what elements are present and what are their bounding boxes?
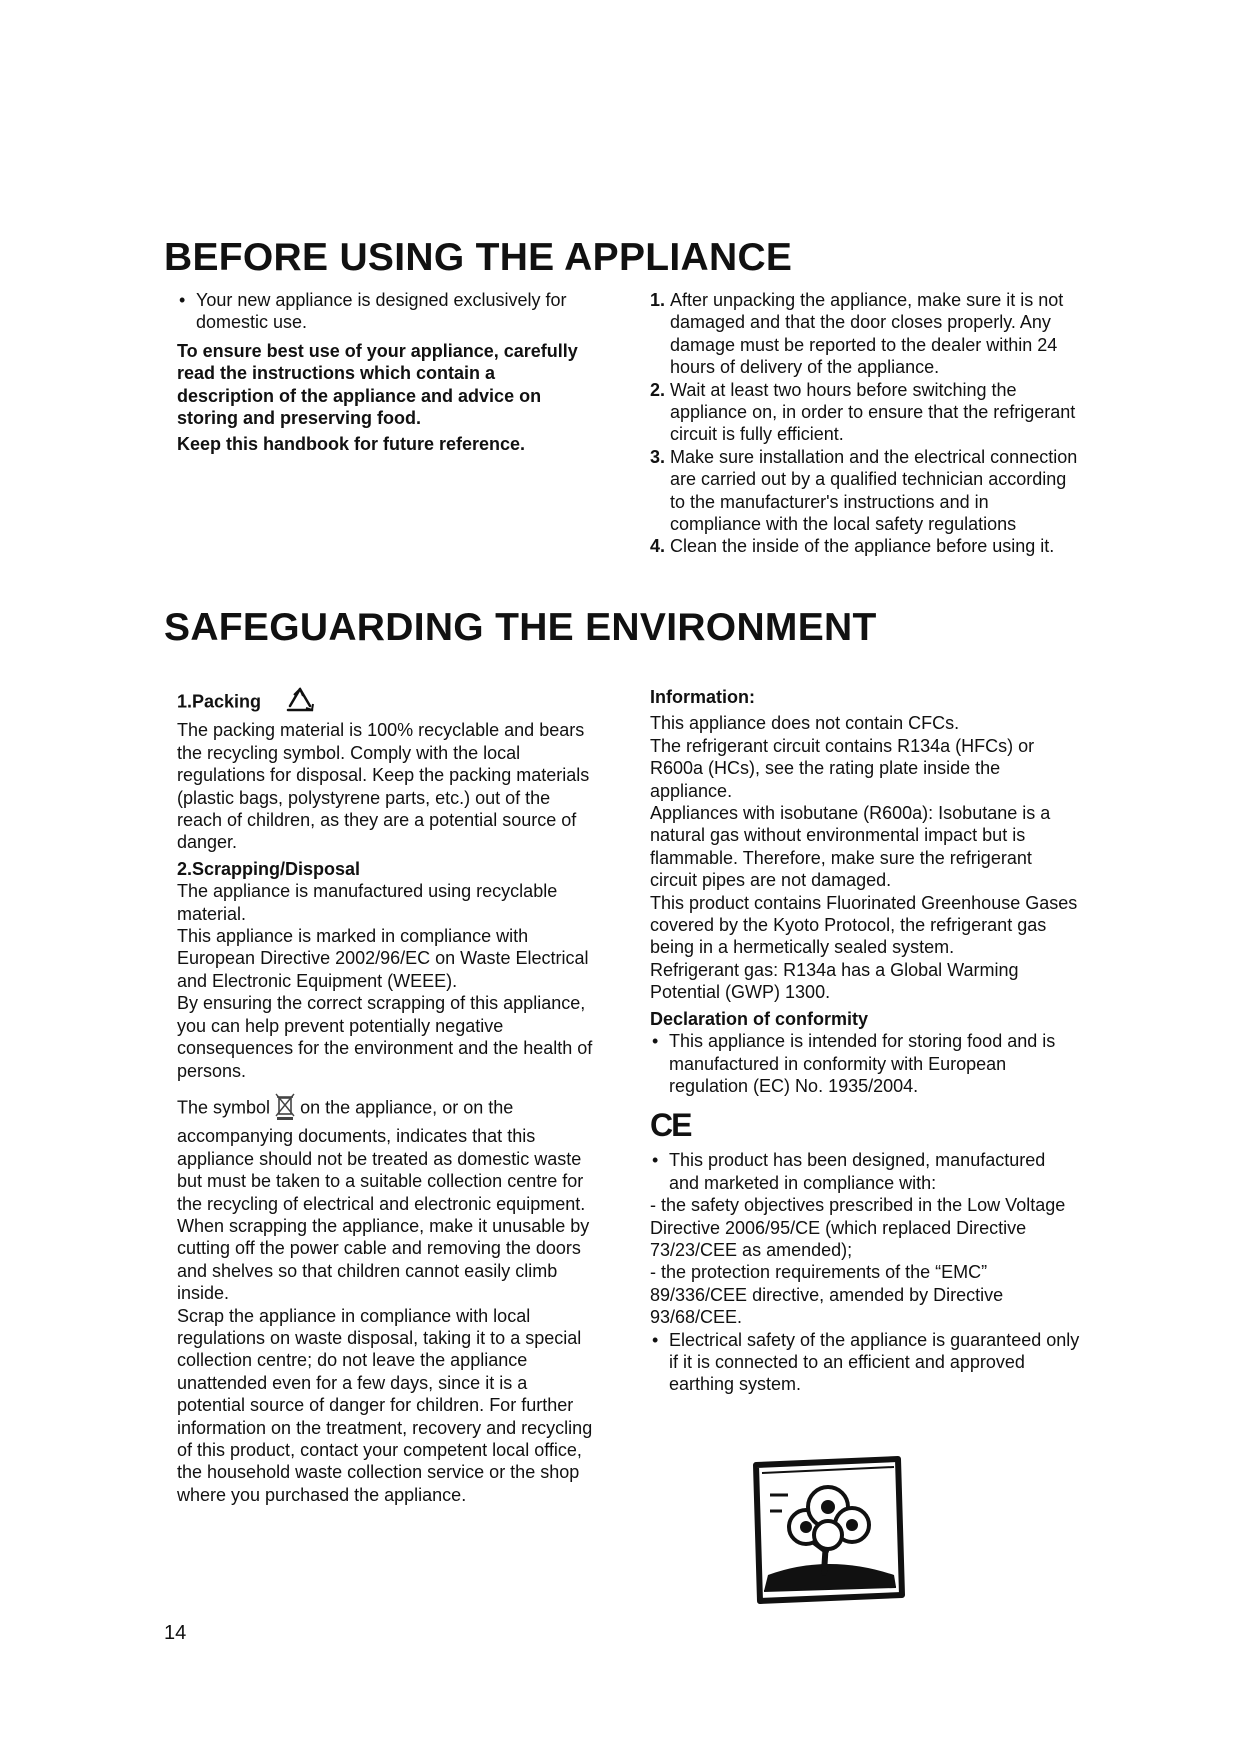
declaration-bullet-text: Electrical safety of the appliance is guaranteed only if it is connected to an efficient and approved earthing system. (669, 1329, 1080, 1395)
env-right-column (650, 686, 1080, 1396)
declaration-bullet-text: This appliance is intended for storing food and is manufactured in conformity with European regulation (EC) No. 1935/2004. (669, 1031, 1056, 1096)
crossed-bin-icon (275, 1092, 295, 1125)
step-item (650, 379, 1080, 446)
declaration-bullet: • Electrical safety of the appliance is guaranteed only if it is connected to an efficient and approved earthing system. (652, 1329, 1080, 1395)
step-item (650, 289, 1080, 379)
step-number: 3. (650, 446, 666, 467)
step-text: Wait at least two hours before switching the appliance on, in order to ensure that the refrigerant circuit is fully efficient. (670, 379, 1076, 445)
packing-heading: 1.Packing (177, 691, 262, 712)
declaration-heading: Declaration of conformity (650, 1008, 869, 1029)
domestic-use-bullet: • Your new appliance is designed exclusively for domestic use. (179, 290, 567, 333)
scrapping-paragraph: When scrapping the appliance, make it unusable by cutting off the power cable and removing the doors and shelves so that children cannot easily climb inside. (177, 1215, 590, 1304)
declaration-directive: - the safety objectives prescribed in the Low Voltage Directive 2006/95/CE (which replaced Directive 73/23/CEE as amended); (650, 1195, 1066, 1260)
weee-symbol-paragraph (177, 1092, 595, 1215)
best-use-intro: To ensure best use of your appliance, carefully read the instructions which contain a description of the appliance and advice on storing and preserving food. (177, 340, 578, 429)
packing-heading-row (177, 686, 595, 719)
before-left-column (177, 289, 597, 456)
step-item (650, 446, 1080, 536)
ce-mark: CE (650, 1107, 691, 1144)
page-number: 14 (164, 1622, 187, 1644)
information-paragraph: Refrigerant gas: R134a has a Global Warming Potential (GWP) 1300. (650, 959, 1019, 1003)
before-using-title: BEFORE USING THE APPLIANCE (164, 236, 793, 279)
environment-tree-logo (748, 1455, 908, 1610)
env-left-column (177, 686, 595, 1506)
information-paragraph: Appliances with isobutane (R600a): Isobutane is a natural gas without environmental impact but is flammable. Therefore, make sure the refrigerant circuit pipes are not damaged. (650, 803, 1051, 891)
declaration-bullet-text: This product has been designed, manufactured and marketed in compliance with: (669, 1150, 1046, 1193)
information-paragraph: The refrigerant circuit contains R134a (HFCs) or R600a (HCs), see the rating plate inside the appliance. (650, 735, 1035, 801)
step-number: 4. (650, 536, 666, 557)
symbol-text-end: on the appliance, or on the accompanying documents, indicates that this appliance should not be treated as domestic waste but must be taken to a suitable collection centre for the recycling of electrical and electronic equipment. (177, 1097, 586, 1214)
step-number: 1. (650, 290, 666, 310)
step-text: After unpacking the appliance, make sure it is not damaged and that the door closes properly. Any damage must be reported to the dealer within 24 hours of delivery of the appliance. (670, 290, 1064, 378)
step-text: Clean the inside of the appliance before using it. (670, 536, 1055, 557)
scrapping-heading: 2.Scrapping/Disposal (177, 858, 361, 879)
information-heading: Information: (650, 687, 755, 707)
declaration-bullet: • This product has been designed, manufactured and marketed in compliance with: (652, 1150, 1046, 1193)
step-item (650, 535, 1080, 557)
packing-text: The packing material is 100% recyclable and bears the recycling symbol. Comply with the local regulations for disposal. Keep the packing materials (plastic bags, polystyrene parts, etc.) out of the reach of children, as they are a potential source of danger. (177, 720, 590, 853)
declaration-directive: - the protection requirements of the “EMC” 89/336/CEE directive, amended by Directive 93/68/CEE. (650, 1262, 1004, 1328)
scrapping-paragraph: The appliance is manufactured using recyclable material. (177, 881, 558, 924)
declaration-bullet: • This appliance is intended for storing food and is manufactured in conformity with European regulation (EC) No. 1935/2004. (652, 1031, 1056, 1096)
domestic-use-text: Your new appliance is designed exclusively for domestic use. (196, 290, 567, 333)
symbol-text-start: The symbol (177, 1097, 271, 1118)
before-steps-list (650, 289, 1080, 558)
scrapping-paragraph: This appliance is marked in compliance with European Directive 2002/96/EC on Waste Electrical and Electronic Equipment (WEEE). (177, 926, 589, 991)
information-paragraph: This product contains Fluorinated Greenhouse Gases covered by the Kyoto Protocol, the refrigerant gas being in a hermetically sealed system. (650, 892, 1078, 958)
keep-handbook-note: Keep this handbook for future reference. (177, 434, 526, 455)
safeguarding-title: SAFEGUARDING THE ENVIRONMENT (164, 606, 877, 649)
scrapping-paragraph: Scrap the appliance in compliance with local regulations on waste disposal, taking it to a special collection centre; do not leave the appliance unattended even for a few days, since it is a potential source of danger for children. For further information on the treatment, recovery and recycling of this product, contact your competent local office, the household waste collection service or the shop where you purchased the appliance. (177, 1305, 593, 1505)
step-text: Make sure installation and the electrical connection are carried out by a qualified technician according to the manufacturer's instructions and in compliance with the local safety regulations (670, 446, 1078, 535)
step-number: 2. (650, 379, 666, 400)
information-paragraph: This appliance does not contain CFCs. (650, 713, 960, 734)
scrapping-paragraph: By ensuring the correct scrapping of this appliance, you can help prevent potentially negative consequences for the environment and the health of persons. (177, 993, 593, 1081)
recycling-icon (284, 686, 316, 719)
